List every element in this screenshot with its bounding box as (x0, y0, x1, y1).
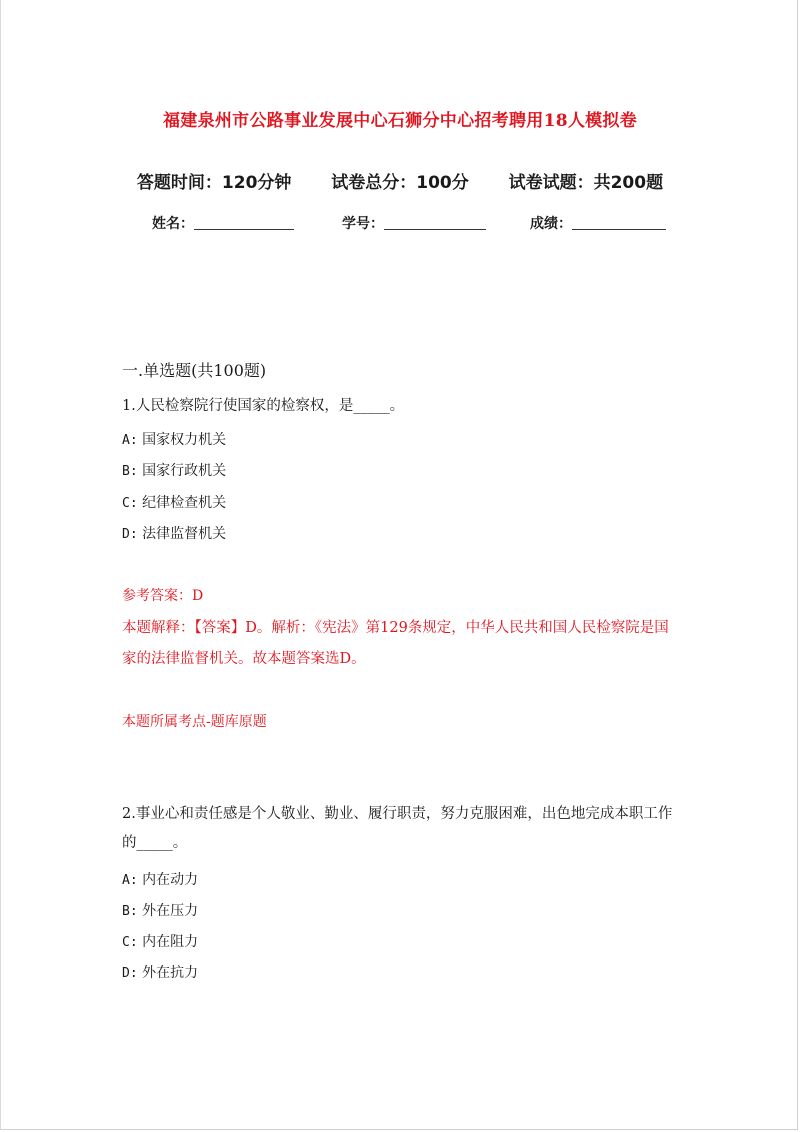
question-1-explanation: 本题解释：【答案】D。解析：《宪法》第129条规定，中华人民共和国人民检察院是国家的法律监督机关。故本题答案选D。 (122, 620, 669, 667)
exam-title: 福建泉州市公路事业发展中心石狮分中心招考聘用18人模拟卷 (162, 111, 638, 131)
name-label: 姓名： (152, 216, 194, 232)
question-1-knowledge-point: 本题所属考点-题库原题 (122, 714, 267, 730)
student-id-label: 学号： (342, 216, 384, 232)
question-1-option-a[interactable] (122, 429, 226, 449)
option-text: 内在动力 (142, 872, 199, 888)
question-2-stem: 2.事业心和责任感是个人敬业、勤业、履行职责，努力克服困难，出色地完成本职工作的_____。 (122, 806, 673, 851)
option-letter: A: (122, 873, 138, 888)
student-id-blank[interactable] (384, 215, 486, 230)
option-text: 外在压力 (142, 903, 199, 919)
question-1-option-b[interactable] (122, 460, 226, 480)
score-label: 成绩： (530, 216, 572, 232)
question-1-stem: 1.人民检察院行使国家的检察权，是_____。 (122, 398, 405, 414)
option-text: 纪律检查机关 (142, 495, 227, 511)
option-letter: B: (122, 904, 138, 919)
option-text: 国家行政机关 (142, 463, 227, 479)
option-letter: D: (122, 966, 138, 981)
exam-time: 答题时间：120分钟 (136, 173, 292, 193)
section-heading: 一.单选题(共100题) (122, 361, 267, 380)
exam-meta (0, 168, 800, 193)
option-text: 国家权力机关 (142, 432, 227, 448)
student-id-field (342, 213, 486, 233)
option-letter: A: (122, 433, 138, 448)
name-blank[interactable] (194, 215, 294, 230)
exam-question-count: 试卷试题：共200题 (508, 173, 664, 193)
option-letter: C: (122, 496, 138, 511)
question-2-option-a[interactable] (122, 869, 198, 889)
exam-total-score: 试卷总分：100分 (331, 173, 469, 193)
question-2-option-d[interactable] (122, 962, 198, 982)
question-2-option-c[interactable] (122, 931, 198, 951)
question-1-option-d[interactable] (122, 523, 226, 543)
question-2-option-b[interactable] (122, 900, 198, 920)
option-text: 外在抗力 (142, 965, 199, 981)
option-letter: B: (122, 464, 138, 479)
score-field (530, 213, 666, 233)
option-letter: C: (122, 935, 138, 950)
option-text: 内在阻力 (142, 934, 199, 950)
question-1-answer: 参考答案：D (122, 588, 204, 604)
option-text: 法律监督机关 (142, 526, 227, 542)
option-letter: D: (122, 527, 138, 542)
score-blank[interactable] (572, 215, 666, 230)
question-1-option-c[interactable] (122, 492, 226, 512)
name-field (152, 213, 294, 233)
